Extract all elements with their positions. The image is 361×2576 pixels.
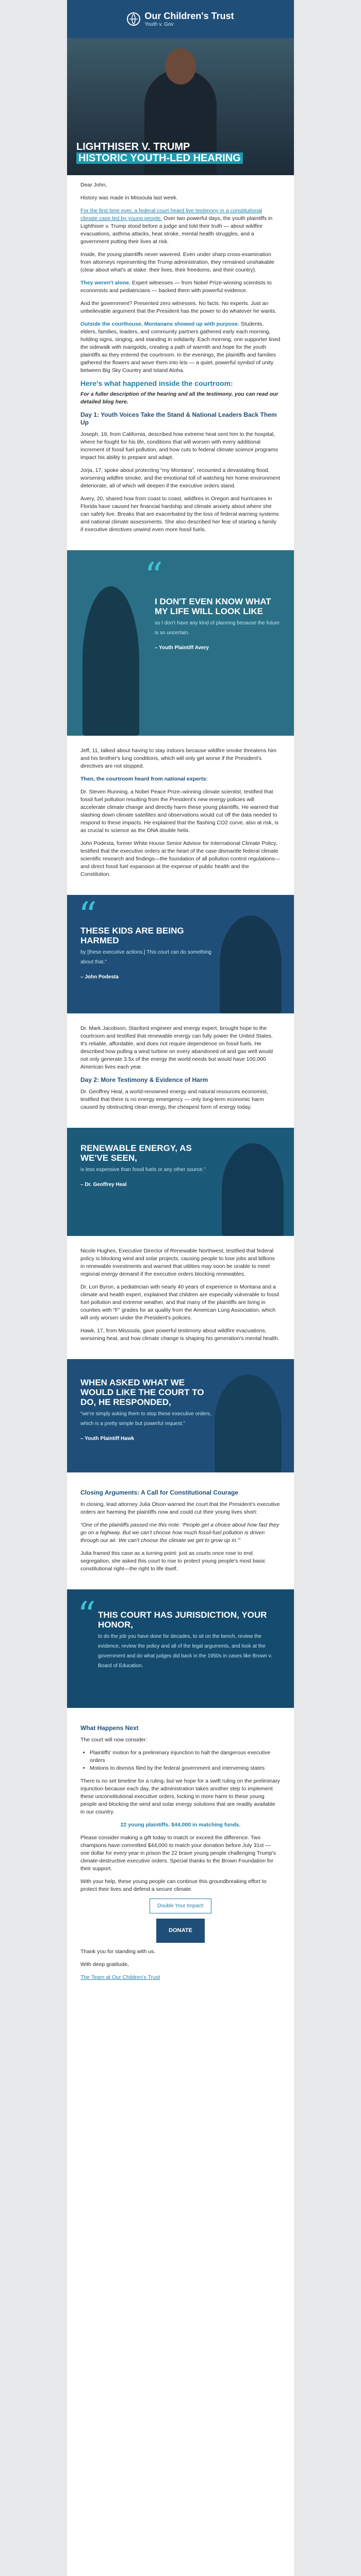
closing-p1: In closing, lead attorney Julia Olson warned the court that the President's executive orders are harming the plaintiffs now and could cut their young lives short: (80, 1501, 280, 1515)
recap-note[interactable]: For a fuller description of the hearing and all the testimony, you can read our detailed blog here. (80, 391, 278, 405)
testimony-podesta: John Podesta, former White House Senior Advisor for International Climate Policy, testified that the executive orders at the heart of the case dismantle federal climate scientific research and findings—the foundation of all pollution control regulations—and direct fossil fuel expansion at the expense of public health and the Constitution. (80, 840, 280, 877)
quote-heal-text (80, 1143, 217, 1190)
brand-name: Our Children's Trust (144, 10, 234, 21)
team-signature[interactable]: The Team at Our Children's Trust (80, 1974, 160, 1980)
quote-julia-text (98, 1610, 282, 1671)
day2-section (67, 1019, 294, 1123)
quote-hawk-sub: “we're simply asking them to stop these executive orders, which is a pretty simple but powerful request.” (80, 1411, 211, 1427)
quote-podesta-sub: by [these executive actions.] This court can do something about that.” (80, 950, 211, 965)
next-title: What Happens Next (80, 1724, 139, 1732)
quote-photo-hawk (215, 1375, 282, 1472)
quote-avery-attr: – Youth Plaintiff Avery (155, 645, 209, 651)
testimony-running: Dr. Steven Running, a Nobel Peace Prize–winning climate scientist, testified that fossil fuel pollution resulting from the President's new energy policies will accelerate climate change and directly harm these young plaintiffs. He warned that slashing down climate satellites and observations would cut off the data needed to respond to these impacts. He explained that the flashing CO2 curve, also at risk, is as crucial to science as the DNA double helix. (80, 789, 279, 834)
recap-heading: Here's what happened inside the courtroom: (80, 379, 233, 387)
next-p3: With your help, these young people can continue this groundbreaking effort to protect their lives and defend a secure climate. (80, 1878, 267, 1892)
greeting: Dear John, (80, 182, 107, 188)
email-header (67, 0, 294, 38)
quote-avery-sub: so I don't have any kind of planning because the future is so uncertain. (155, 620, 280, 636)
testimony-byron: Dr. Lori Byron, a pediatrician with nearly 40 years of experience in Montana and a climate and health expert, explained that children are especially vulnerable to fossil fuel pollution and extreme weather, and that many of the plaintiffs are living in counties with “F” grades for air quality from the American Lung Association, which will only worsen under the President's policies. (80, 1284, 280, 1321)
quote-hawk-text (80, 1378, 217, 1444)
quote-heal-main: RENEWABLE ENERGY, AS WE'VE SEEN, (80, 1143, 192, 1163)
list-item: • Motions to dismiss filed by the federal government and intervening states (90, 1765, 281, 1772)
hero-person-head (165, 48, 196, 84)
quote-card-heal (67, 1128, 294, 1236)
quote-card-hawk (67, 1359, 294, 1472)
intro-p6-lead: Outside the courthouse, Montanans showed up with purpose. (80, 321, 240, 327)
match-headline: 22 young plaintiffs. $44,000 in matching funds. (120, 1822, 241, 1828)
intro-p1: History was made in Missoula last week. (80, 195, 178, 201)
intro-p6-rest: Students, elders, families, leaders, and community partners gathered early each morning, holding signs, singing, and standing in solidarity. Each morning, one supporter lined the sidewalk with marigolds, creating a path of warmth and hope for the youth plaintiffs as they entered the courtroom. In the evenings, the plaintiffs and families gathered the flowers and wove them into leis — a quiet, powerful symbol of unity between Big Sky Country and Island Aloha. (80, 321, 281, 374)
next-p1: There is no set timeline for a ruling, but we hope for a swift ruling on the preliminary injunction because each day, the administration takes another step to implement these unconstitutional executive orders, locking in more harm to these young people and blocking the wind and solar energy solutions that are readily available in our country. (80, 1778, 280, 1815)
intro-p2-rest: Over two powerful days, the youth plaintiffs in Lighthiser v. Trump stood before a judge and told their truth — about wildfire evacuations, asthma attacks, heat stroke, mental health struggles, and a government putting their lives at risk. (80, 215, 273, 245)
quote-mark-icon: “ (144, 555, 163, 597)
intro-p5: And the government? Presented zero witnesses. No facts. No experts. Just an unbelievable argument that the President has the power to do whatever he wants. (80, 300, 276, 314)
testimony-avery: Avery, 20, shared how from coast to coast, wildfires in Oregon and hurricanes in Florida have caused her financial hardship and climate anxiety about where she can safely live. Breaks that are exacerbated by the loss of federal warning systems and national climate assessments. She also described her fear of starting a family if executive directives unwind even more fossil fuels. (80, 496, 279, 533)
thanks-text: Thank you for standing with us. (80, 1948, 156, 1955)
quote-photo-heal (222, 1143, 284, 1236)
quote-julia-main: THIS COURT HAS JURISDICTION, YOUR HONOR, (98, 1610, 267, 1630)
donate-button[interactable]: DONATE (156, 1919, 205, 1943)
testimony-joseph: Joseph, 19, from California, described how extreme heat sent him to the hospital, where he fought for his life, conditions that will worsen with every additional increment of fossil fuel pollution, and how cuts to federal climate science programs impact his ability to prepare and adapt. (80, 431, 278, 461)
intro-p3: Inside, the young plaintiffs never wavered. Even under sharp cross-examination from attorneys representing the Trump administration, they remained unshakable (clear about what's at stake: their lives, their freedoms, and their country). (80, 251, 274, 273)
intro-p4-lead: They weren't alone. (80, 280, 131, 286)
quote-hawk-main: WHEN ASKED WHAT WE WOULD LIKE THE COURT TO DO, HE RESPONDED, (80, 1378, 204, 1407)
intro-p2 (80, 207, 281, 246)
quote-podesta-main: THESE KIDS ARE BEING HARMED (80, 926, 184, 945)
intro-p6 (80, 320, 281, 375)
quote-card-podesta (67, 895, 294, 1013)
quote-photo-podesta (220, 916, 282, 1013)
intro-p4 (80, 279, 281, 295)
experts-lead: Then, the courtroom heard from national experts: (80, 776, 208, 782)
quote-heal-attr: – Dr. Geoffrey Heal (80, 1182, 127, 1188)
testimony-heal: Dr. Geoffrey Heal, a world-renowned energy and natural resources economist, testified that there is no energy emergency — only long-term economic harm caused by obstructing clean energy, the cheapest form of energy today. (80, 1089, 268, 1110)
intro-p2-link[interactable]: For the first time ever, a federal court heard live testimony in a constitutional climate case led by young people. (80, 208, 262, 222)
quote-podesta-text (80, 926, 217, 982)
testimony-hawk: Hawk, 17, from Missoula, gave powerful testimony about wildfire evacuations, worsening heat, and how climate change is shaping his generation's mental health. (80, 1328, 280, 1342)
next-section (67, 1713, 294, 1993)
intro-p4-rest: Expert witnesses — from Nobel Prize-winning scientists to economists and pediatricians — backed them with powerful evidence. (80, 280, 272, 294)
email-container (67, 0, 294, 2576)
next-lead: The court will now consider: (80, 1737, 147, 1743)
quote-mark-icon: “ (78, 895, 97, 937)
signoff: With deep gratitude, (80, 1961, 129, 1968)
quote-heal-sub: is less expensive than fossil fuels or any other source.” (80, 1167, 206, 1173)
testimony-jeff: Jeff, 11, talked about having to stay indoors because wildfire smoke threatens him and his brother's lung conditions, which will only get worse if the President's directives are not stopped. (80, 748, 277, 769)
closing-section (67, 1478, 294, 1584)
hero-image (67, 38, 294, 175)
quote-julia-sub: to do the job you have done for decades, to sit on the bench, review the evidence, review the policy and all of the legal arguments, and look at the government and do what judges did back in the 1950s in cases like Brown v. Board of Education. (98, 1634, 272, 1669)
double-impact-button[interactable]: Double Your Impact! (150, 1899, 211, 1913)
intro-section (67, 175, 294, 545)
closing-title: Closing Arguments: A Call for Constitutional Courage (80, 1489, 238, 1496)
globe-icon (127, 12, 140, 26)
testimony-hughes: Nicole Hughes, Executive Director of Renewable Northwest, testified that federal policy is blocking wind and solar projects, causing people to lose jobs and billions in renewable investments and warned that utilities may soon be unable to meet regional energy demand if the executive orders blocking renewables. (80, 1248, 275, 1277)
testimony-jacobson: Dr. Mark Jacobson, Stanford engineer and energy expert, brought hope to the courtroom and testified that renewable energy can fully power the United States. It's reliable, affordable, and does not require dependence on fossil fuels. He described how pulling a wind turbine on every abandoned oil and gas well would not only generate 3.5x of the energy the world needs but would have 100,000 American lives each year. (80, 1025, 273, 1070)
quote-mark-icon: “ (77, 1594, 96, 1636)
testimony-jorja: Jorja, 17, spoke about protecting “my Montana”, recounted a devastating flood, worsening wildfire smoke, and the emotional toll of watching her home environment deteriorate, all of which will deepen if the executive orders stand. (80, 467, 280, 489)
hero-title-line1: LIGHTHISER V. TRUMP (76, 141, 190, 152)
day2-title: Day 2: More Testimony & Evidence of Harm (80, 1076, 208, 1083)
hero-title-line2: HISTORIC YOUTH-LED HEARING (76, 152, 243, 164)
day2-more-section (67, 1241, 294, 1354)
next-p2: Please consider making a gift today to match or exceed the difference. Two champions have committed $44,000 to match your donation before July 31st — one dollar for every year in prison the 22 brave young people challenging Trump's climate-destructive executive orders. Special thanks to the Brown Foundation for their support. (80, 1835, 276, 1872)
closing-p3: Julia framed this case as a turning point: just as courts once rose to end segregation, she asked this court to rise to protect young people's most basic constitutional right—the right to life itself. (80, 1550, 266, 1572)
quote-card-avery (67, 550, 294, 736)
quote-photo-avery (83, 586, 139, 736)
quote-avery-main: I DON'T EVEN KNOW WHAT MY LIFE WILL LOOK LIKE (155, 597, 271, 616)
brand-logo[interactable] (127, 11, 234, 27)
day1-experts-section (67, 741, 294, 890)
quote-hawk-attr: – Youth Plaintiff Hawk (80, 1436, 135, 1442)
closing-p2: “One of the plaintiffs passed me this note: ‘People get a choice about how fast they go on a highway. But we can't choose how much fossil-fuel pollution is driven through our air. We can't choose the climate we get to grow up in.’” (80, 1522, 280, 1544)
brand-sub: Youth v. Gov (144, 21, 174, 27)
quote-podesta-attr: – John Podesta (80, 974, 119, 980)
list-item: • Plaintiffs' motion for a preliminary injunction to halt the dangerous executive orders (90, 1749, 281, 1765)
quote-card-julia (67, 1589, 294, 1708)
hero-title (76, 141, 243, 164)
quote-avery-text (155, 597, 284, 653)
day1-title: Day 1: Youth Voices Take the Stand & National Leaders Back Them Up (80, 411, 277, 426)
next-list (80, 1749, 281, 1772)
